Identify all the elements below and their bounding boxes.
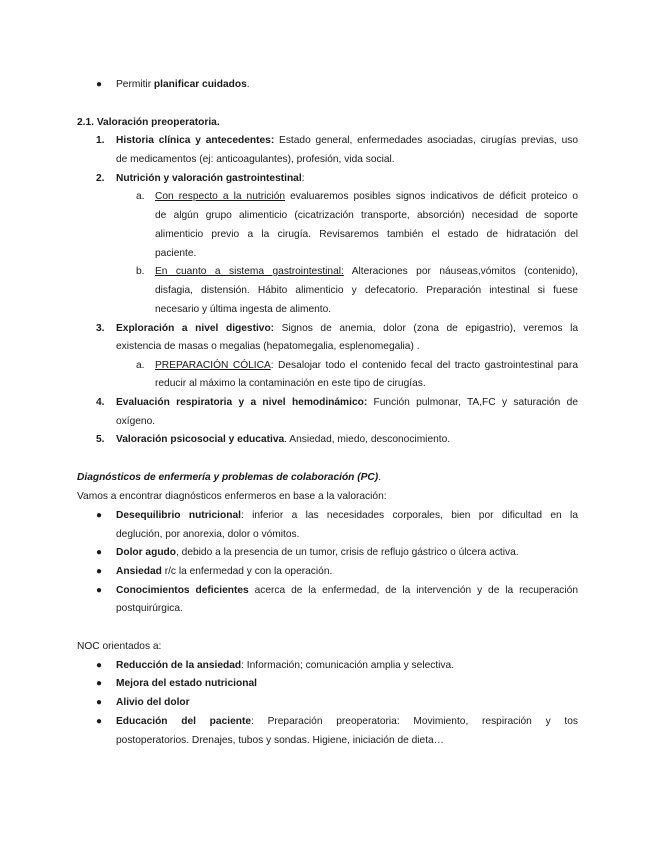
item-text: Historia clínica y antecedentes: Estado general, enfermedades asociadas, cirugías previas, uso xyxy=(116,135,578,146)
item-text-cont: oxígeno. xyxy=(116,416,156,427)
subitem-text-cont: alimenticio previo a la cirugía. Revisaremos también el estado de hidratación del xyxy=(155,229,578,240)
bullet-icon: ● xyxy=(96,585,103,596)
subitem-letter: a. xyxy=(136,360,145,371)
item-text: Exploración a nivel digestivo: Signos de anemia, dolor (zona de epigastrio), veremos la xyxy=(116,323,579,334)
bullet-icon: ● xyxy=(96,566,103,577)
subitem-letter: a. xyxy=(136,191,145,202)
item-text: Valoración psicosocial y educativa. Ansiedad, miedo, desconocimiento. xyxy=(116,434,451,445)
bullet-icon: ● xyxy=(96,547,103,558)
item-number: 5. xyxy=(96,434,105,445)
item-text: Nutrición y valoración gastrointestinal: xyxy=(116,173,305,184)
subitem-letter: b. xyxy=(136,266,145,277)
noc-item: Educación del paciente: Preparación preoperatoria: Movimiento, respiración y tos xyxy=(116,716,578,727)
diagnosis-item-cont: deglución, por anorexia, dolor o vómitos. xyxy=(116,529,300,540)
diagnostics-title: Diagnósticos de enfermería y problemas de colaboración (PC). xyxy=(77,472,382,483)
bullet-icon: ● xyxy=(96,79,103,90)
subitem-text-cont: disfagia, distensión. Hábito alimenticio y defecatorio. Preparación intestinal si fuese xyxy=(155,285,578,296)
item-text: Evaluación respiratoria y a nivel hemodinámico: Función pulmonar, TA,FC y saturación de xyxy=(116,397,578,408)
noc-item-cont: postoperatorios. Drenajes, tubos y sondas. Higiene, iniciación de dieta… xyxy=(116,735,444,746)
bullet-icon: ● xyxy=(96,697,103,708)
item-text-cont: existencia de masas o megalias (hepatomegalia, esplenomegalia) . xyxy=(116,341,420,352)
noc-title: NOC orientados a: xyxy=(77,641,162,652)
diagnosis-item: Desequilibrio nutricional: inferior a las necesidades corporales, bien por dificultad en la xyxy=(116,510,578,521)
diagnosis-item: Conocimientos deficientes acerca de la enfermedad, de la intervención y de la recuperación xyxy=(116,585,578,596)
bullet-icon: ● xyxy=(96,678,103,689)
diagnosis-item-cont: postquirúrgica. xyxy=(116,603,183,614)
subitem-text: En cuanto a sistema gastrointestinal: Alteraciones por náuseas,vómitos (contenido), xyxy=(155,266,578,277)
subitem-text: PREPARACIÓN CÓLICA: Desalojar todo el contenido fecal del tracto gastrointestinal para xyxy=(155,360,578,371)
diagnosis-item: Dolor agudo, debido a la presencia de un tumor, crisis de reflujo gástrico o úlcera activa. xyxy=(116,547,519,558)
bullet-icon: ● xyxy=(96,716,103,727)
subitem-text-cont: reducir al máximo la contaminación en este tipo de cirugías. xyxy=(155,378,426,389)
item-number: 2. xyxy=(96,173,105,184)
noc-item: Mejora del estado nutricional xyxy=(116,678,257,689)
intro-text: Permitir planificar cuidados. xyxy=(116,79,250,90)
noc-item: Reducción de la ansiedad: Información; comunicación amplia y selectiva. xyxy=(116,660,455,671)
item-number: 3. xyxy=(96,323,105,334)
diagnostics-intro: Vamos a encontrar diagnósticos enfermeros en base a la valoración: xyxy=(77,491,387,502)
bullet-icon: ● xyxy=(96,510,103,521)
subitem-text-cont: de algún grupo alimenticio (cicatrización transporte, absorción) necesidad de soporte xyxy=(155,210,578,221)
bullet-icon: ● xyxy=(96,660,103,671)
subitem-text-cont: paciente. xyxy=(155,248,197,259)
item-text-cont: de medicamentos (ej: anticoagulantes), profesión, vida social. xyxy=(116,154,395,165)
noc-item: Alivio del dolor xyxy=(116,697,190,708)
subitem-text-cont: necesario y última ingesta de alimento. xyxy=(155,304,332,315)
diagnosis-item: Ansiedad r/c la enfermedad y con la operación. xyxy=(116,566,333,577)
subitem-text: Con respecto a la nutrición evaluaremos posibles signos indicativos de déficit proteico o xyxy=(155,191,579,202)
section-title: 2.1. Valoración preoperatoria. xyxy=(77,117,220,128)
item-number: 4. xyxy=(96,397,105,408)
item-number: 1. xyxy=(96,135,105,146)
